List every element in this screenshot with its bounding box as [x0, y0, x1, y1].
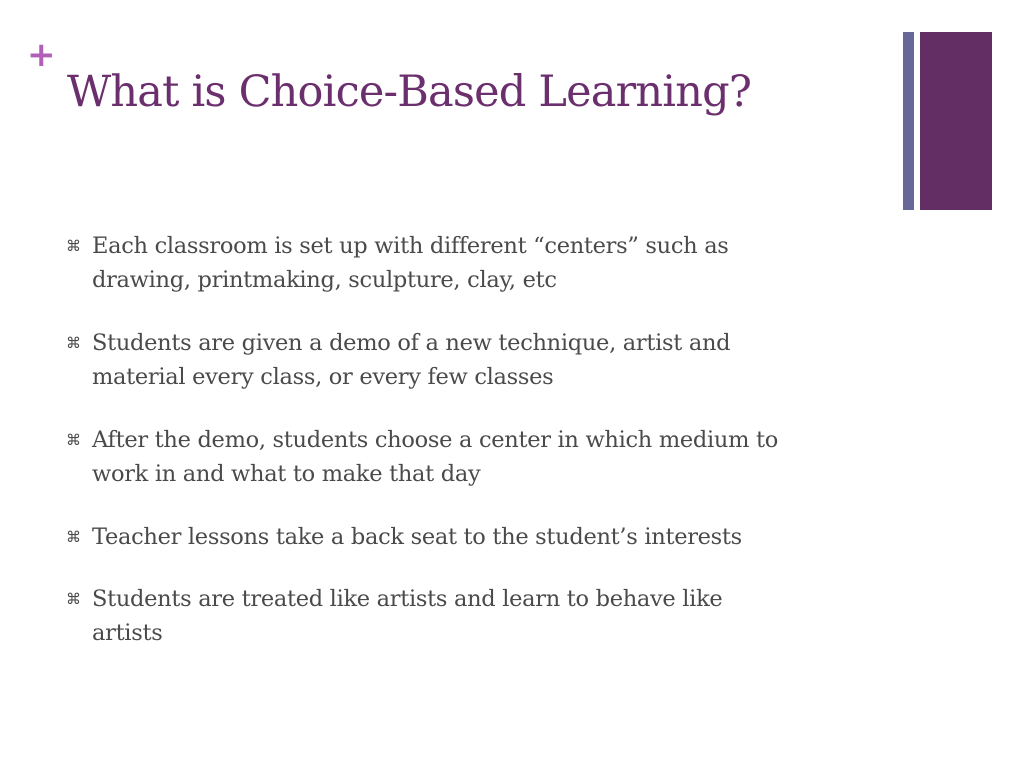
bullet-item-artists	[66, 582, 906, 650]
plus-icon: +	[27, 35, 56, 75]
command-key-icon: ⌘	[66, 334, 81, 352]
bullet-item-centers	[66, 229, 906, 297]
slide-title: What is Choice-Based Learning?	[67, 67, 752, 117]
bullet-text	[92, 326, 906, 394]
bullet-text	[92, 423, 906, 491]
bullet-line: Students are treated like artists and learn to behave like	[92, 586, 723, 612]
bullet-item-choose-center	[66, 423, 906, 491]
bullet-line: work in and what to make that day	[92, 461, 481, 487]
command-key-icon: ⌘	[66, 590, 81, 608]
accent-bar-thin	[903, 32, 914, 210]
accent-bar-thick	[920, 32, 992, 210]
bullet-line: drawing, printmaking, sculpture, clay, etc	[92, 267, 557, 293]
bullet-item-demo	[66, 326, 906, 394]
bullet-item-teacher-lessons	[66, 520, 906, 554]
bullet-line: material every class, or every few classes	[92, 364, 554, 390]
command-key-icon: ⌘	[66, 528, 81, 546]
bullet-text	[92, 582, 906, 650]
command-key-icon: ⌘	[66, 431, 81, 449]
bullet-line: Students are given a demo of a new technique, artist and	[92, 330, 731, 356]
bullet-line: Teacher lessons take a back seat to the student’s interests	[92, 524, 742, 550]
command-key-icon: ⌘	[66, 237, 81, 255]
bullet-line: Each classroom is set up with different “centers” such as	[92, 233, 729, 259]
bullet-text	[92, 520, 906, 554]
bullet-line: After the demo, students choose a center in which medium to	[92, 427, 778, 453]
bullet-line: artists	[92, 620, 163, 646]
bullet-text	[92, 229, 906, 297]
